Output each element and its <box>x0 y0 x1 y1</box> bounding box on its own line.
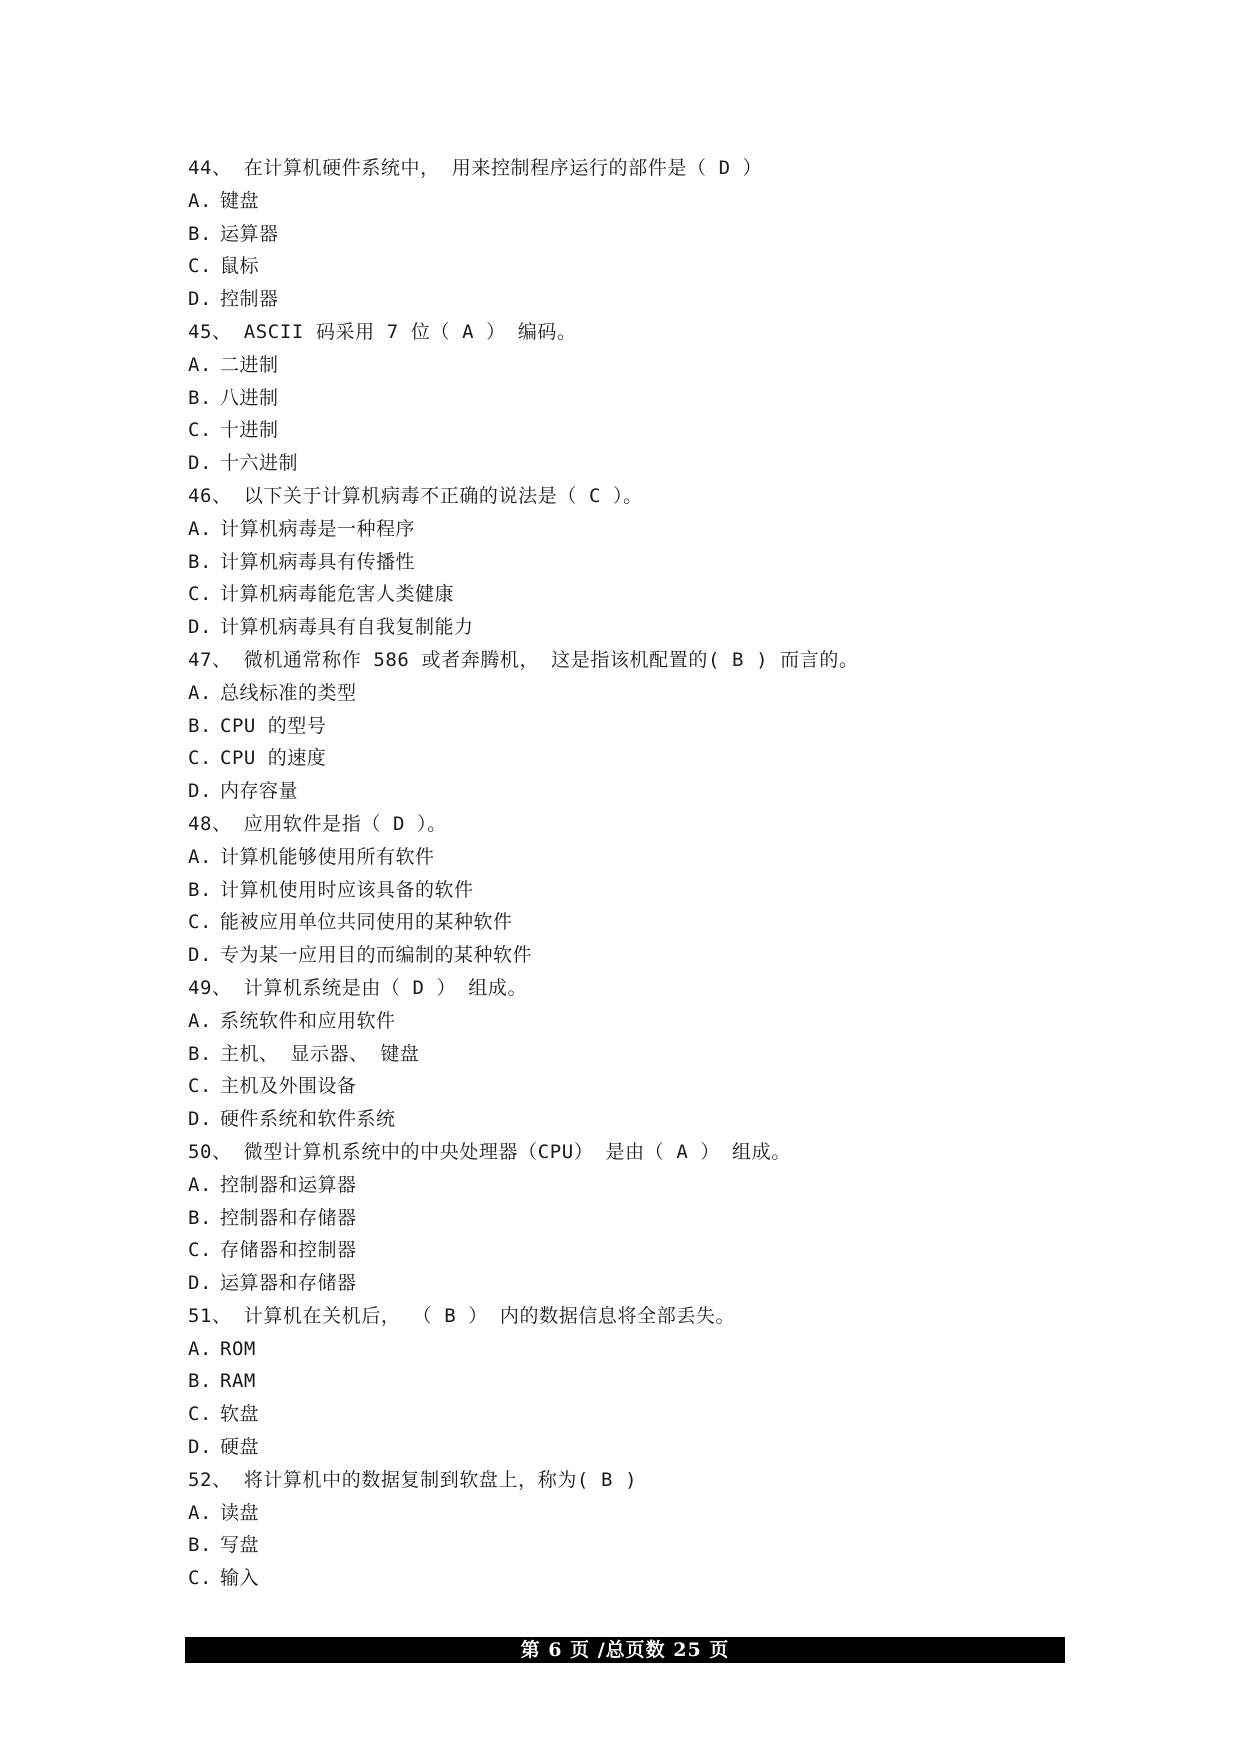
question-stem: 45、 ASCII 码采用 7 位（ A ） 编码。 <box>188 320 577 343</box>
option-letter: C. <box>188 1403 212 1426</box>
option-text: 能被应用单位共同使用的某种软件 <box>220 911 513 934</box>
option-text: 运算器和存储器 <box>220 1272 357 1295</box>
option-text: ROM <box>220 1337 256 1360</box>
option-letter: A. <box>188 353 212 376</box>
answer-option <box>188 546 1068 579</box>
option-letter: C. <box>188 1075 212 1098</box>
option-text: 二进制 <box>220 353 279 376</box>
option-text: 十进制 <box>220 419 279 442</box>
option-letter: B. <box>188 550 212 573</box>
option-text: RAM <box>220 1370 256 1393</box>
option-letter: D. <box>188 1272 212 1295</box>
answer-option <box>188 283 1068 316</box>
option-letter: C. <box>188 255 212 278</box>
question-stem: 47、 微机通常称作 586 或者奔腾机， 这是指该机配置的( B ) 而言的。 <box>188 648 859 671</box>
option-text: 读盘 <box>220 1501 260 1524</box>
option-text: 控制器 <box>220 288 279 311</box>
option-letter: D. <box>188 1108 212 1131</box>
option-text: 主机及外围设备 <box>220 1075 357 1098</box>
option-text: 存储器和控制器 <box>220 1239 357 1262</box>
option-letter: D. <box>188 944 212 967</box>
question-stem: 46、 以下关于计算机病毒不正确的说法是（ C ）。 <box>188 484 643 507</box>
option-text: 输入 <box>220 1567 260 1590</box>
answer-option <box>188 841 1068 874</box>
option-letter: B. <box>188 1370 212 1393</box>
option-letter: C. <box>188 583 212 606</box>
option-letter: A. <box>188 681 212 704</box>
option-text: 计算机病毒具有传播性 <box>220 550 416 573</box>
question-stem: 48、 应用软件是指（ D ）。 <box>188 812 447 835</box>
question-stem: 51、 计算机在关机后， （ B ） 内的数据信息将全部丢失。 <box>188 1304 736 1327</box>
answer-option <box>188 1005 1068 1038</box>
answer-option <box>188 349 1068 382</box>
option-letter: A. <box>188 189 212 212</box>
answer-option <box>188 906 1068 939</box>
option-letter: B. <box>188 1534 212 1557</box>
option-text: 十六进制 <box>220 452 299 475</box>
option-text: 鼠标 <box>220 255 260 278</box>
option-letter: D. <box>188 1436 212 1459</box>
option-letter: D. <box>188 452 212 475</box>
option-text: CPU 的型号 <box>220 714 327 737</box>
option-text: 计算机能够使用所有软件 <box>220 845 435 868</box>
question-stem: 52、 将计算机中的数据复制到软盘上，称为( B ) <box>188 1468 638 1491</box>
answer-option <box>188 382 1068 415</box>
answer-option <box>188 1365 1068 1398</box>
answer-option <box>188 1562 1068 1595</box>
answer-option <box>188 742 1068 775</box>
option-letter: D. <box>188 288 212 311</box>
option-letter: B. <box>188 386 212 409</box>
answer-option <box>188 1529 1068 1562</box>
option-letter: A. <box>188 1337 212 1360</box>
option-letter: A. <box>188 845 212 868</box>
option-text: 软盘 <box>220 1403 260 1426</box>
answer-option <box>188 1202 1068 1235</box>
option-text: 写盘 <box>220 1534 260 1557</box>
option-letter: B. <box>188 1206 212 1229</box>
option-letter: A. <box>188 517 212 540</box>
option-letter: B. <box>188 714 212 737</box>
answer-option <box>188 775 1068 808</box>
option-letter: B. <box>188 1042 212 1065</box>
answer-option <box>188 874 1068 907</box>
option-text: CPU 的速度 <box>220 747 327 770</box>
page-number-text: 第 6 页 /总页数 25 页 <box>520 1639 730 1661</box>
option-letter: C. <box>188 911 212 934</box>
answer-option <box>188 1038 1068 1071</box>
answer-option <box>188 513 1068 546</box>
option-letter: A. <box>188 1009 212 1032</box>
option-text: 计算机病毒能危害人类健康 <box>220 583 455 606</box>
question-stem: 44、 在计算机硬件系统中， 用来控制程序运行的部件是（ D ） <box>188 157 763 179</box>
answer-option <box>188 1267 1068 1300</box>
option-text: 总线标准的类型 <box>220 681 357 704</box>
option-text: 控制器和运算器 <box>220 1173 357 1196</box>
answer-option <box>188 578 1068 611</box>
option-text: 硬盘 <box>220 1436 260 1459</box>
option-letter: C. <box>188 1567 212 1590</box>
answer-option <box>188 1333 1068 1366</box>
question-stem: 49、 计算机系统是由（ D ） 组成。 <box>188 976 528 999</box>
answer-option <box>188 1070 1068 1103</box>
answer-option <box>188 1103 1068 1136</box>
option-text: 八进制 <box>220 386 279 409</box>
option-text: 系统软件和应用软件 <box>220 1009 396 1032</box>
option-letter: C. <box>188 419 212 442</box>
option-letter: D. <box>188 780 212 803</box>
option-letter: A. <box>188 1173 212 1196</box>
option-letter: C. <box>188 1239 212 1262</box>
answer-option <box>188 414 1068 447</box>
question-list <box>188 152 1068 1595</box>
option-text: 计算机使用时应该具备的软件 <box>220 878 474 901</box>
answer-option <box>188 677 1068 710</box>
option-text: 计算机病毒具有自我复制能力 <box>220 616 474 639</box>
answer-option <box>188 1398 1068 1431</box>
option-letter: A. <box>188 1501 212 1524</box>
answer-option <box>188 447 1068 480</box>
answer-option <box>188 1497 1068 1530</box>
option-text: 硬件系统和软件系统 <box>220 1108 396 1131</box>
option-text: 计算机病毒是一种程序 <box>220 517 416 540</box>
answer-option <box>188 218 1068 251</box>
page-footer <box>185 1637 1065 1663</box>
option-text: 键盘 <box>220 189 260 212</box>
answer-option <box>188 185 1068 218</box>
option-letter: B. <box>188 878 212 901</box>
option-letter: D. <box>188 616 212 639</box>
answer-option <box>188 710 1068 743</box>
answer-option <box>188 1431 1068 1464</box>
option-letter: C. <box>188 747 212 770</box>
option-text: 专为某一应用目的而编制的某种软件 <box>220 944 533 967</box>
answer-option <box>188 611 1068 644</box>
option-letter: B. <box>188 222 212 245</box>
option-text: 运算器 <box>220 222 279 245</box>
answer-option <box>188 1234 1068 1267</box>
question-stem: 50、 微型计算机系统中的中央处理器（CPU） 是由（ A ） 组成。 <box>188 1140 791 1163</box>
option-text: 内存容量 <box>220 780 299 803</box>
answer-option <box>188 1169 1068 1202</box>
option-text: 主机、 显示器、 键盘 <box>220 1042 420 1065</box>
answer-option <box>188 250 1068 283</box>
option-text: 控制器和存储器 <box>220 1206 357 1229</box>
answer-option <box>188 939 1068 972</box>
